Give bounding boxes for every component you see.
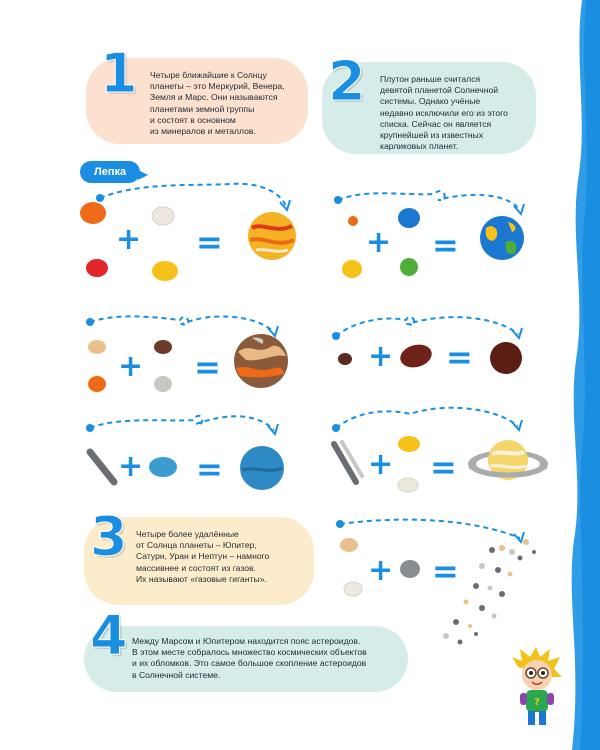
equals-sign: = [432, 226, 459, 264]
clay-white-ball [150, 205, 176, 227]
asteroid-belt-pebbles [436, 530, 546, 660]
planet-saturn-model [466, 436, 550, 488]
fact-text-2: Плутон раньше считался девятой планетой Солнечной системы. Однако учёные недавно исключили его из этого списка. Сейчас он является крупнейшей из известных карликовых планет. [380, 74, 508, 152]
clay-yellow-piece [340, 258, 364, 280]
clay-yellow-ball [150, 259, 180, 283]
fact-text-3: Четыре более удалённые от Солнца планеты – Юпитер, Сатурн, Уран и Нептун – намного массивнее и состоят из газов. Их называют «газовые гиганты». [136, 529, 270, 584]
equals-sign: = [430, 448, 457, 486]
cartoon-kid-character [510, 647, 564, 729]
clay-yellow-small [396, 434, 422, 454]
clay-orange-piece [86, 374, 108, 394]
plus-sign: + [366, 225, 392, 260]
planet-camo-model [232, 332, 290, 390]
fact-card-1 [86, 42, 308, 144]
recipe-arrow-6 [336, 398, 526, 438]
planet-jupiter-model [246, 210, 298, 262]
fact-number-2: 2 [328, 50, 366, 113]
fact-number-4: 4 [90, 604, 128, 667]
clay-green-ball [398, 256, 420, 278]
fact-number-3: 3 [90, 505, 128, 568]
clay-orange-small [346, 214, 360, 228]
fact-card-3 [84, 505, 314, 605]
clay-gray-stick [84, 448, 120, 488]
equals-sign: = [446, 338, 473, 376]
clay-maroon-piece [398, 342, 434, 370]
recipe-arrow-5 [90, 400, 280, 440]
plus-sign: + [368, 339, 394, 374]
clay-beige-small [338, 536, 360, 554]
clay-brown-ball [152, 338, 174, 356]
clay-gray-ball [152, 374, 174, 394]
section-label-bubble: Лепка [80, 161, 140, 183]
clay-blue-ball [396, 206, 422, 230]
fact-card-2 [322, 50, 536, 154]
fact-number-1: 1 [100, 42, 138, 105]
plus-sign: + [118, 349, 144, 384]
clay-white-piece [342, 580, 364, 598]
clay-light-blue-piece [146, 454, 180, 480]
fact-text-1: Четыре ближайшие к Солнцу планеты – это Меркурий, Венера, Земля и Марс. Они называются планетами земной группы и состоят в основном из минералов и металлов. [150, 70, 285, 137]
clay-gray-piece [398, 558, 422, 580]
clay-gray-sticks [328, 440, 364, 490]
clay-red-ball [84, 257, 110, 279]
svg-text:?: ? [534, 697, 540, 708]
plus-sign: + [368, 553, 394, 588]
plus-sign: + [368, 447, 394, 482]
equals-sign: = [196, 450, 223, 488]
fact-text-4: Между Марсом и Юпитером находится пояс астероидов. В этом месте собралось множество космических объектов и их обломков. Это самое большое скопление астероидов в Солнечной системе. [132, 636, 367, 680]
equals-sign: = [432, 552, 459, 590]
planet-brown-model [488, 340, 524, 376]
equals-sign: = [196, 223, 223, 261]
equals-sign: = [194, 348, 221, 386]
clay-white-small [396, 476, 420, 494]
clay-beige-ball [86, 338, 108, 356]
planet-neptune-model [238, 444, 286, 492]
plus-sign: + [118, 449, 144, 484]
clay-dark-brown-ball [336, 350, 354, 368]
clay-orange-ball [78, 200, 108, 226]
planet-earth-model [478, 214, 526, 262]
fact-card-4 [84, 604, 408, 692]
blue-paint-edge [564, 0, 600, 750]
plus-sign: + [116, 222, 142, 257]
